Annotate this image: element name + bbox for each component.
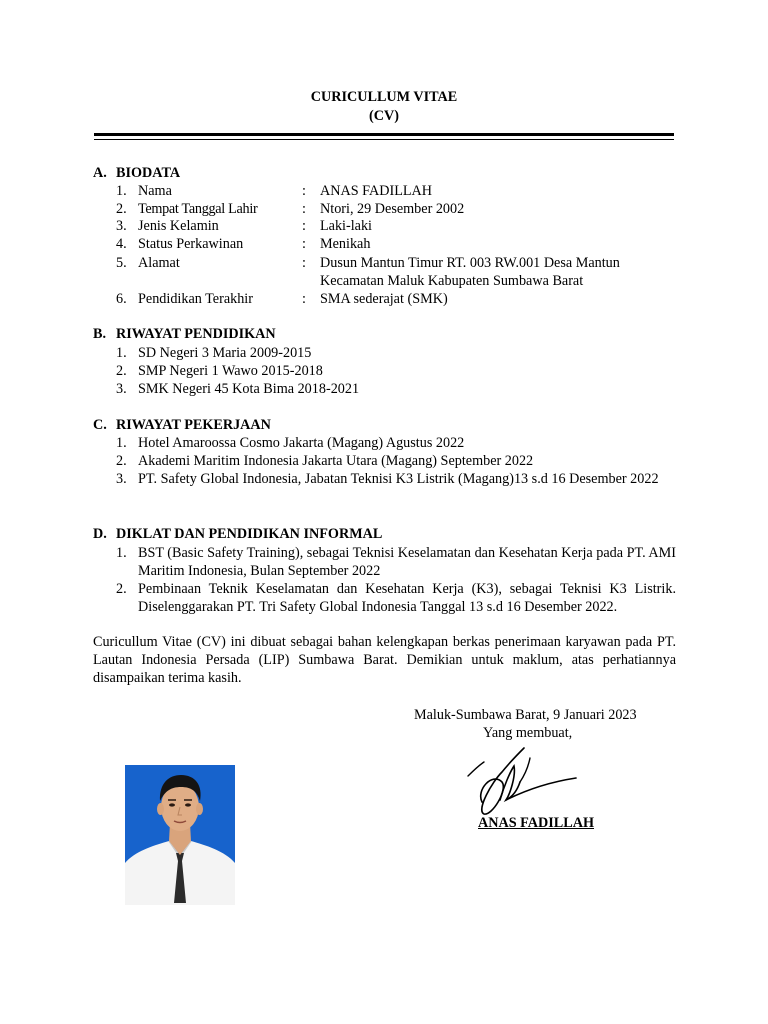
- list-item: PT. Safety Global Indonesia, Jabatan Teknisi K3 Listrik (Magang)13 s.d 16 Desember 2022: [138, 471, 659, 487]
- field-label-gender: Jenis Kelamin: [138, 218, 219, 234]
- row-number: 4.: [116, 236, 127, 252]
- list-number: 3.: [116, 381, 127, 397]
- section-letter: B.: [93, 326, 107, 342]
- field-colon: :: [302, 218, 306, 234]
- list-number: 1.: [116, 435, 127, 451]
- field-value-birth: Ntori, 29 Desember 2002: [320, 201, 465, 217]
- field-value-education: SMA sederajat (SMK): [320, 291, 448, 307]
- field-colon: :: [302, 236, 306, 252]
- list-number: 1.: [116, 345, 127, 361]
- field-label-address: Alamat: [138, 255, 180, 271]
- list-item: Pembinaan Teknik Keselamatan dan Kesehatan Kerja (K3), sebagai Teknisi K3 Listrik. Diselenggarakan PT. Tri Safety Global Indonesia Tanggal 13 s.d 16 Desember 2022.: [138, 581, 676, 615]
- signature-name: ANAS FADILLAH: [478, 815, 595, 831]
- list-item: SMK Negeri 45 Kota Bima 2018-2021: [138, 381, 360, 397]
- handwritten-signature: [462, 742, 582, 824]
- signature-made-by: Yang membuat,: [483, 725, 573, 741]
- field-value-address-line2: Kecamatan Maluk Kabupaten Sumbawa Barat: [320, 273, 584, 289]
- signature-place-date: Maluk-Sumbawa Barat, 9 Januari 2023: [414, 707, 637, 723]
- section-letter: A.: [93, 165, 107, 181]
- field-label-marital: Status Perkawinan: [138, 236, 244, 252]
- list-number: 2.: [116, 363, 127, 379]
- list-item: SD Negeri 3 Maria 2009-2015: [138, 345, 312, 361]
- section-letter: C.: [93, 417, 107, 433]
- document-title: CURICULLUM VITAE: [310, 89, 458, 105]
- row-number: 3.: [116, 218, 127, 234]
- field-colon: :: [302, 255, 306, 271]
- section-letter: D.: [93, 526, 107, 542]
- list-item: SMP Negeri 1 Wawo 2015-2018: [138, 363, 323, 379]
- list-number: 2.: [116, 453, 127, 469]
- field-value-name: ANAS FADILLAH: [320, 183, 433, 199]
- section-title: DIKLAT DAN PENDIDIKAN INFORMAL: [116, 526, 383, 542]
- row-number: 2.: [116, 201, 127, 217]
- field-colon: :: [302, 201, 306, 217]
- document-subtitle: (CV): [369, 108, 399, 124]
- field-value-marital: Menikah: [320, 236, 371, 252]
- profile-photo: [125, 765, 235, 905]
- row-number: 5.: [116, 255, 127, 271]
- title-rule-thick: [94, 133, 674, 136]
- row-number: 6.: [116, 291, 127, 307]
- closing-paragraph: Curicullum Vitae (CV) ini dibuat sebagai bahan kelengkapan berkas penerimaan karyawan pada PT. Lautan Indonesia Persada (LIP) Sumbawa Barat. Demikian untuk maklum, atas perhatiannya disampaikan terima kasih.: [93, 634, 676, 686]
- list-item: Hotel Amaroossa Cosmo Jakarta (Magang) Agustus 2022: [138, 435, 465, 451]
- field-colon: :: [302, 291, 306, 307]
- field-value-gender: Laki-laki: [320, 218, 372, 234]
- section-title: RIWAYAT PEKERJAAN: [116, 417, 271, 433]
- list-item: BST (Basic Safety Training), sebagai Teknisi Keselamatan dan Kesehatan Kerja pada PT. AMI Maritim Indonesia, Bulan September 2022: [138, 545, 677, 579]
- list-number: 3.: [116, 471, 127, 487]
- field-label-education: Pendidikan Terakhir: [138, 291, 253, 307]
- portrait-illustration: [125, 765, 235, 905]
- list-number: 2.: [116, 581, 127, 597]
- list-number: 1.: [116, 545, 127, 561]
- section-title: BIODATA: [116, 165, 181, 181]
- field-value-address-line1: Dusun Mantun Timur RT. 003 RW.001 Desa Mantun: [320, 255, 620, 271]
- field-colon: :: [302, 183, 306, 199]
- field-label-birth: Tempat Tanggal Lahir: [138, 201, 258, 217]
- row-number: 1.: [116, 183, 127, 199]
- title-rule-thin: [94, 139, 674, 140]
- field-label-name: Nama: [138, 183, 172, 199]
- section-title: RIWAYAT PENDIDIKAN: [116, 326, 276, 342]
- list-item: Akademi Maritim Indonesia Jakarta Utara (Magang) September 2022: [138, 453, 534, 469]
